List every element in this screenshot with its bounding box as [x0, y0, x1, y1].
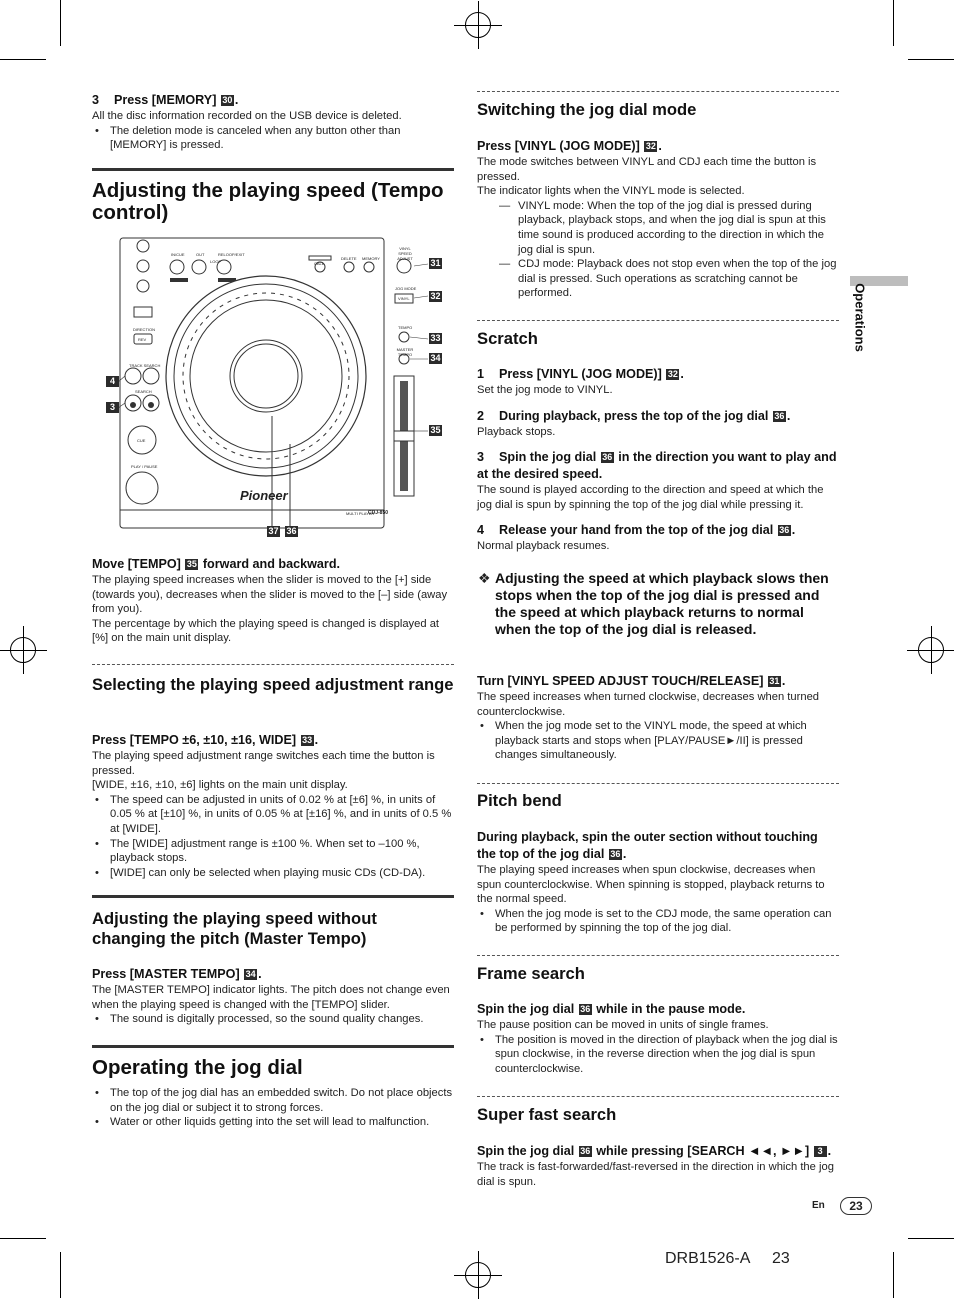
crop-mark [0, 59, 46, 60]
frame-section [477, 1001, 839, 1076]
jogmode-heading: Switching the jog dial mode [477, 100, 697, 119]
pitch-section [477, 829, 839, 936]
label-out: OUT [196, 252, 205, 257]
callout-4: 4 [106, 376, 119, 387]
section-rule [477, 1096, 839, 1097]
pitch-heading: Pitch bend [477, 791, 562, 810]
label-model-prefix: MULTI PLAYER [346, 511, 375, 516]
label-rev: REV [138, 337, 147, 342]
frame-heading: Frame search [477, 964, 585, 983]
label-master-tempo: MASTER TEMPO [396, 347, 414, 357]
label-direction: DIRECTION [133, 327, 155, 332]
doc-page: 23 [772, 1250, 790, 1267]
jog-bullet2: • Water or other liquids getting into the set will lead to malfunction. [92, 1115, 454, 1130]
range-bullet3: • [WIDE] can only be selected when playing music CDs (CD-DA). [92, 866, 454, 881]
master-heading: Adjusting the playing speed without changing the pitch (Master Tempo) [92, 909, 377, 948]
range-body2: [WIDE, ±16, ±10, ±6] lights on the main unit display. [92, 779, 348, 792]
section-rule [477, 783, 839, 784]
step-memory: 3 Press [MEMORY] 30 . [92, 93, 239, 107]
section-rule [477, 320, 839, 321]
scratch-step2-body: Playback stops. [477, 425, 556, 438]
turn-body: The speed increases when turned clockwise, decreases when turned counterclockwise. [477, 691, 820, 718]
jogmode-section [477, 138, 839, 301]
superfast-heading: Super fast search [477, 1105, 617, 1124]
jogmode-body1: The mode switches between VINYL and CDJ each time the button is pressed. [477, 156, 817, 183]
step-move-tempo: Move [TEMPO] 35 forward and backward. [92, 557, 341, 571]
crop-mark [908, 1238, 954, 1239]
diamond-icon: ❖ [478, 570, 491, 586]
range-bullet1: • The speed can be adjusted in units of 0.02 % at [±6] %, in units of 0.05 % at [±10] %, in units of 0.05 % at [±16] %, and in units of 0.5 % at [WIDE]. [92, 793, 454, 837]
label-vinyl: VINYL [398, 296, 410, 301]
crop-mark [0, 1238, 46, 1239]
section-rule [477, 91, 839, 92]
label-cue: CUE [137, 438, 146, 443]
scratch-step3-body: The sound is played according to the direction and speed at which the jog dial is spun by spinning the top of the jog dial while pressing it. [477, 484, 824, 511]
label-jog-mode: JOG MODE [395, 286, 417, 291]
label-delete: DELETE [341, 256, 357, 261]
left-column-lower [92, 556, 454, 646]
cdj-diagram [100, 236, 446, 542]
step-pitch: During playback, spin the outer section without touching the top of the jog dial 36 . [477, 830, 818, 861]
section-rule [92, 895, 454, 898]
scratch-step2: 2 During playback, press the top of the jog dial 36 . [477, 408, 791, 423]
tempo-heading: Adjusting the playing speed (Tempo control) [92, 179, 444, 224]
registration-mark [465, 12, 491, 38]
step-superfast: Spin the jog dial 36 while pressing [SEARCH ◄◄, ►►] 3 . [477, 1144, 832, 1158]
range-heading: Selecting the playing speed adjustment range [92, 675, 454, 694]
frame-body: The pause position can be moved in units of single frames. [477, 1019, 769, 1031]
pitch-bullet: • When the jog mode is set to the CDJ mode, the same operation can be performed by spinning the top of the jog dial. [477, 907, 839, 936]
superfast-section [477, 1143, 839, 1189]
callout-3: 3 [106, 402, 119, 413]
step-range: Press [TEMPO ±6, ±10, ±16, WIDE] 33 . [92, 733, 319, 747]
callout-33: 33 [430, 333, 441, 343]
pitch-body: The playing speed increases when spun clockwise, decreases when spun counterclockwise. When spinning is stopped, playback returns to the normal speed. [477, 864, 825, 906]
scratch-step3: 3 Spin the jog dial 36 in the direction you want to play and at the desired speed. [477, 450, 837, 482]
step-memory-body: All the disc information recorded on the USB device is deleted. [92, 110, 402, 122]
step-memory-bullet: • The deletion mode is canceled when any button other than [MEMORY] is pressed. [92, 124, 454, 153]
callout-32: 32 [430, 291, 441, 301]
label-call: CALL [314, 261, 325, 266]
range-bullet2: • The [WIDE] adjustment range is ±100 %. When set to –100 %, playback stops. [92, 837, 454, 866]
registration-mark [10, 637, 36, 663]
step-frame: Spin the jog dial 36 while in the pause mode. [477, 1002, 746, 1016]
callout-37: 37 [268, 526, 279, 536]
pioneer-logo: Pioneer [240, 488, 288, 503]
label-memory: MEMORY [362, 256, 380, 261]
registration-mark [918, 637, 944, 663]
jog-heading: Operating the jog dial [92, 1056, 303, 1079]
jogmode-dash1: — VINYL mode: When the top of the jog dial is pressed during playback, playback stops, and when the jog dial is spun at this time sound is produced according to the direction in which the jog dial is spun. [477, 199, 839, 257]
callout-36: 36 [286, 526, 297, 536]
frame-bullet: • The position is moved in the direction of playback when the jog dial is spun clockwise, in the reverse direction when the jog dial is spun counterclockwise. [477, 1033, 839, 1077]
section-rule [92, 168, 454, 171]
superfast-body: The track is fast-forwarded/fast-reversed in the direction in which the jog dial is spun. [477, 1161, 834, 1188]
master-bullet: • The sound is digitally processed, so the sound quality changes. [92, 1012, 454, 1027]
label-vinyl-speed: VINYL SPEED ADJUST [397, 246, 413, 261]
crop-mark [893, 1252, 894, 1298]
registration-mark [465, 1262, 491, 1288]
move-tempo-body1: The playing speed increases when the slider is moved to the [+] side (towards you), decreases when the slider is moved to the [–] side (away from you). [92, 574, 448, 616]
label-model: CDJ-850 [368, 510, 389, 516]
scratch-step4-body: Normal playback resumes. [477, 540, 610, 553]
move-tempo-body2: The percentage by which the playing speed is changed is displayed at [%] on the main unit display. [92, 617, 440, 645]
label-reloop: RELOOP/EXIT [218, 252, 245, 257]
label-loop: LOOP [210, 259, 222, 264]
section-rule [92, 664, 454, 665]
footer-lang: En [812, 1200, 825, 1211]
label-in-cue: IN/CUE [171, 252, 185, 257]
turn-bullet: • When the jog mode set to the VINYL mode, the speed at which playback starts and stops when [PLAY/PAUSE►/II] is pressed changes simultaneously. [477, 719, 839, 763]
crop-mark [60, 1252, 61, 1298]
left-column [92, 92, 454, 153]
crop-mark [893, 0, 894, 46]
scratch-step1: 1 Press [VINYL (JOG MODE)] 32 . [477, 367, 684, 381]
scratch-step1-body: Set the jog mode to VINYL. [477, 384, 613, 396]
label-play-pause: PLAY / PAUSE [131, 464, 158, 469]
master-section [92, 966, 454, 1027]
section-rule [477, 955, 839, 956]
jog-bullet1: • The top of the jog dial has an embedded switch. Do not place objects on the jog dial or subject it to strong forces. [92, 1086, 454, 1115]
page-number: 23 [840, 1197, 872, 1215]
label-tempo: TEMPO [398, 325, 413, 330]
callout-35: 35 [430, 425, 441, 435]
diamond-heading: Adjusting the speed at which playback slows then stops when the top of the jog dial is pressed and the speed at which playback returns to normal when the top of the jog dial is released. [495, 570, 829, 637]
jogmode-body2: The indicator lights when the VINYL mode is selected. [477, 185, 745, 198]
jogmode-dash2: — CDJ mode: Playback does not stop even when the top of the jog dial is pressed. Such operations as scratching cannot be performed. [477, 257, 839, 301]
step-turn: Turn [VINYL SPEED ADJUST TOUCH/RELEASE] 31 . [477, 674, 786, 688]
section-rule [92, 1045, 454, 1048]
side-tab-label: Operations [852, 283, 868, 352]
scratch-step4: 4 Release your hand from the top of the jog dial 36 . [477, 523, 796, 538]
step-master: Press [MASTER TEMPO] 34 . [92, 967, 262, 981]
label-track-search: TRACK SEARCH [129, 363, 161, 368]
step-jogmode: Press [VINYL (JOG MODE)] 32 . [477, 139, 662, 153]
master-body: The [MASTER TEMPO] indicator lights. The pitch does not change even when the playing speed is changed with the [TEMPO] slider. [92, 984, 450, 1011]
range-body1: The playing speed adjustment range switches each time the button is pressed. [92, 750, 435, 777]
turn-section [477, 673, 839, 763]
scratch-section [477, 366, 839, 554]
callout-31: 31 [430, 258, 441, 268]
crop-mark [60, 0, 61, 46]
range-section [92, 732, 454, 880]
crop-mark [908, 59, 954, 60]
scratch-heading: Scratch [477, 329, 538, 348]
jog-section [92, 1086, 454, 1130]
callout-34: 34 [430, 353, 441, 363]
doc-code: DRB1526-A [665, 1250, 751, 1267]
label-search: SEARCH [135, 389, 152, 394]
